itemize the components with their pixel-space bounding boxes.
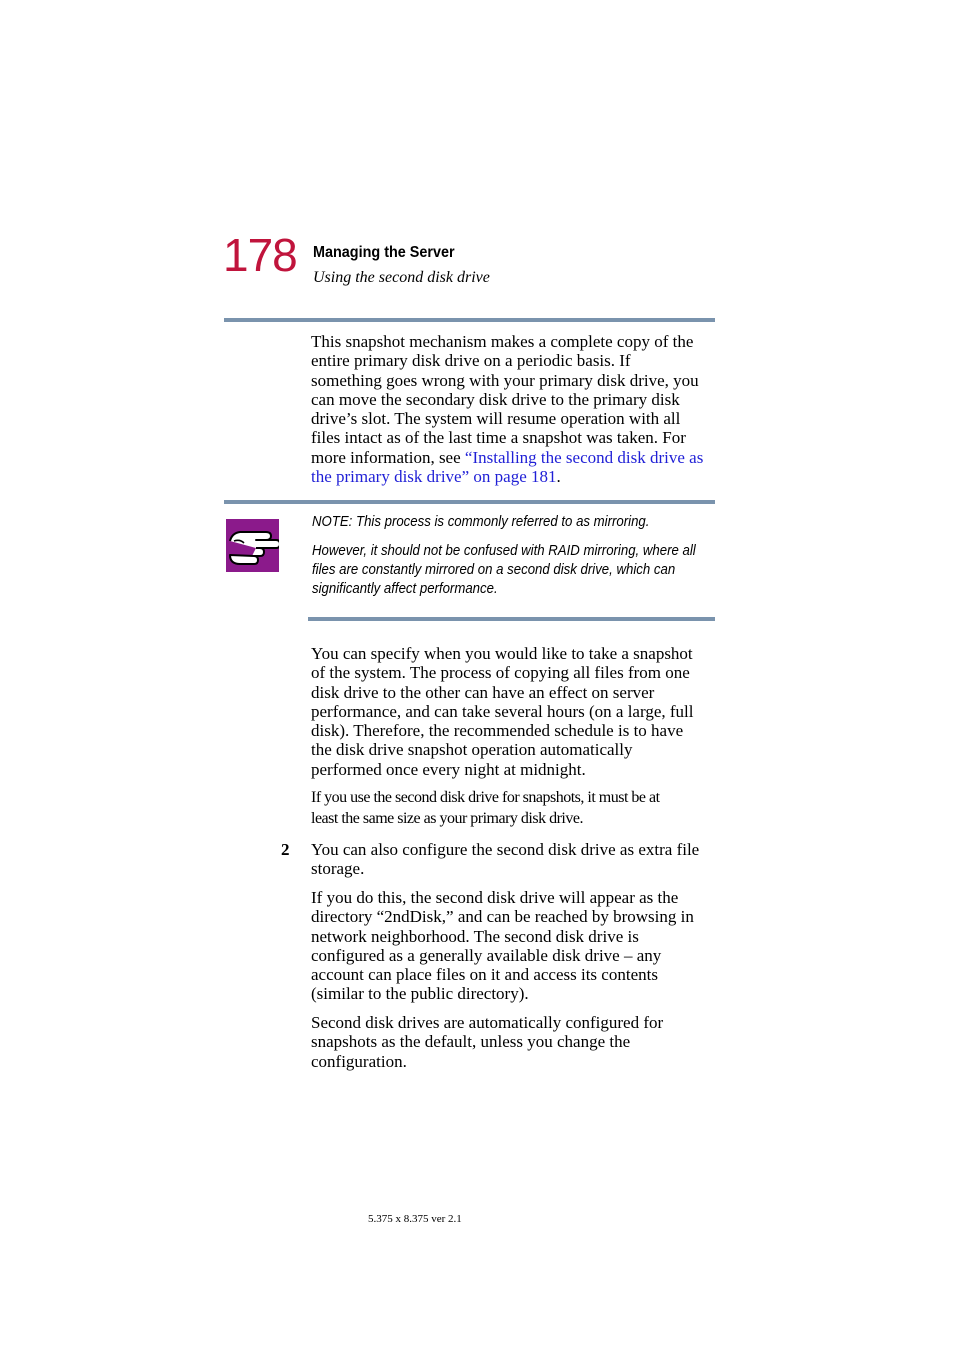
paragraph-snapshot-mechanism: [311, 332, 716, 486]
text-line: the disk drive snapshot operation automatically: [311, 740, 633, 760]
text-line: more information, see: [311, 447, 465, 467]
text-line: performed once every night at midnight.: [311, 759, 586, 779]
text-line: performance, and can take several hours (on a large, full: [311, 701, 694, 721]
chapter-title: Managing the Server: [313, 244, 455, 261]
text-line: snapshots as the default, unless you change the: [311, 1032, 631, 1052]
text-line: files intact as of the last time a snapshot was taken. For: [311, 428, 686, 448]
text-line: directory “2ndDisk,” and can be reached by browsing in: [311, 907, 694, 927]
text-line: If you do this, the second disk drive will appear as the: [311, 888, 679, 907]
text-line: drive’s slot. The system will resume operation with all: [311, 409, 681, 429]
text-line: disk). Therefore, the recommended schedule is to have: [311, 721, 684, 741]
header-rule: [224, 318, 715, 322]
text-line: configured as a generally available disk drive – any: [311, 945, 662, 965]
text-line: disk drive to the other can have an effect on server: [311, 682, 655, 702]
text-line: least the same size as your primary disk drive.: [311, 810, 583, 827]
text-line: account can place files on it and access its contents: [311, 965, 658, 985]
cross-reference-link-continued[interactable]: the primary disk drive” on page 181: [311, 467, 557, 487]
note-top-rule: [224, 500, 715, 504]
text-line: entire primary disk drive on a periodic basis. If: [311, 351, 631, 371]
text-line: You can specify when you would like to take a snapshot: [311, 644, 693, 663]
note-text-line: files are constantly mirrored on a second disk drive, which can: [312, 561, 676, 578]
text-line: something goes wrong with your primary disk drive, you: [311, 370, 699, 390]
paragraph-snapshot-schedule: [311, 644, 716, 779]
section-title: Using the second disk drive: [313, 269, 490, 286]
page-footer: 5.375 x 8.375 ver 2.1: [368, 1213, 462, 1225]
text-line: configuration.: [311, 1051, 407, 1071]
page-number: 178: [223, 229, 297, 281]
step-number: 2: [281, 840, 290, 859]
note-text-line: significantly affect performance.: [312, 580, 498, 597]
note-text-line: However, it should not be confused with RAID mirroring, where all: [312, 542, 696, 559]
text-line: You can also configure the second disk drive as extra file: [311, 840, 700, 859]
text-line: If you use the second disk drive for snapshots, it must be at: [311, 789, 660, 806]
note-line-1: NOTE: This process is commonly referred to as mirroring.: [312, 513, 650, 530]
text-line: storage.: [311, 859, 365, 879]
step-2-text: [311, 840, 716, 879]
paragraph-size-requirement: [311, 787, 716, 829]
text-period: .: [556, 467, 561, 487]
pointing-hand-icon: [226, 519, 279, 572]
text-line: Second disk drives are automatically configured for: [311, 1013, 664, 1032]
note-body: [312, 541, 696, 598]
note-bottom-rule: [308, 617, 715, 621]
text-line: of the system. The process of copying all files from one: [311, 663, 690, 683]
text-line: This snapshot mechanism makes a complete copy of the: [311, 332, 694, 351]
cross-reference-link[interactable]: “Installing the second disk drive as: [464, 447, 704, 467]
text-line: (similar to the public directory).: [311, 984, 529, 1004]
paragraph-extra-storage: [311, 888, 716, 1004]
paragraph-default-config: [311, 1013, 716, 1071]
text-line: network neighborhood. The second disk drive is: [311, 926, 639, 946]
text-line: can move the secondary disk drive to the primary disk: [311, 389, 680, 409]
